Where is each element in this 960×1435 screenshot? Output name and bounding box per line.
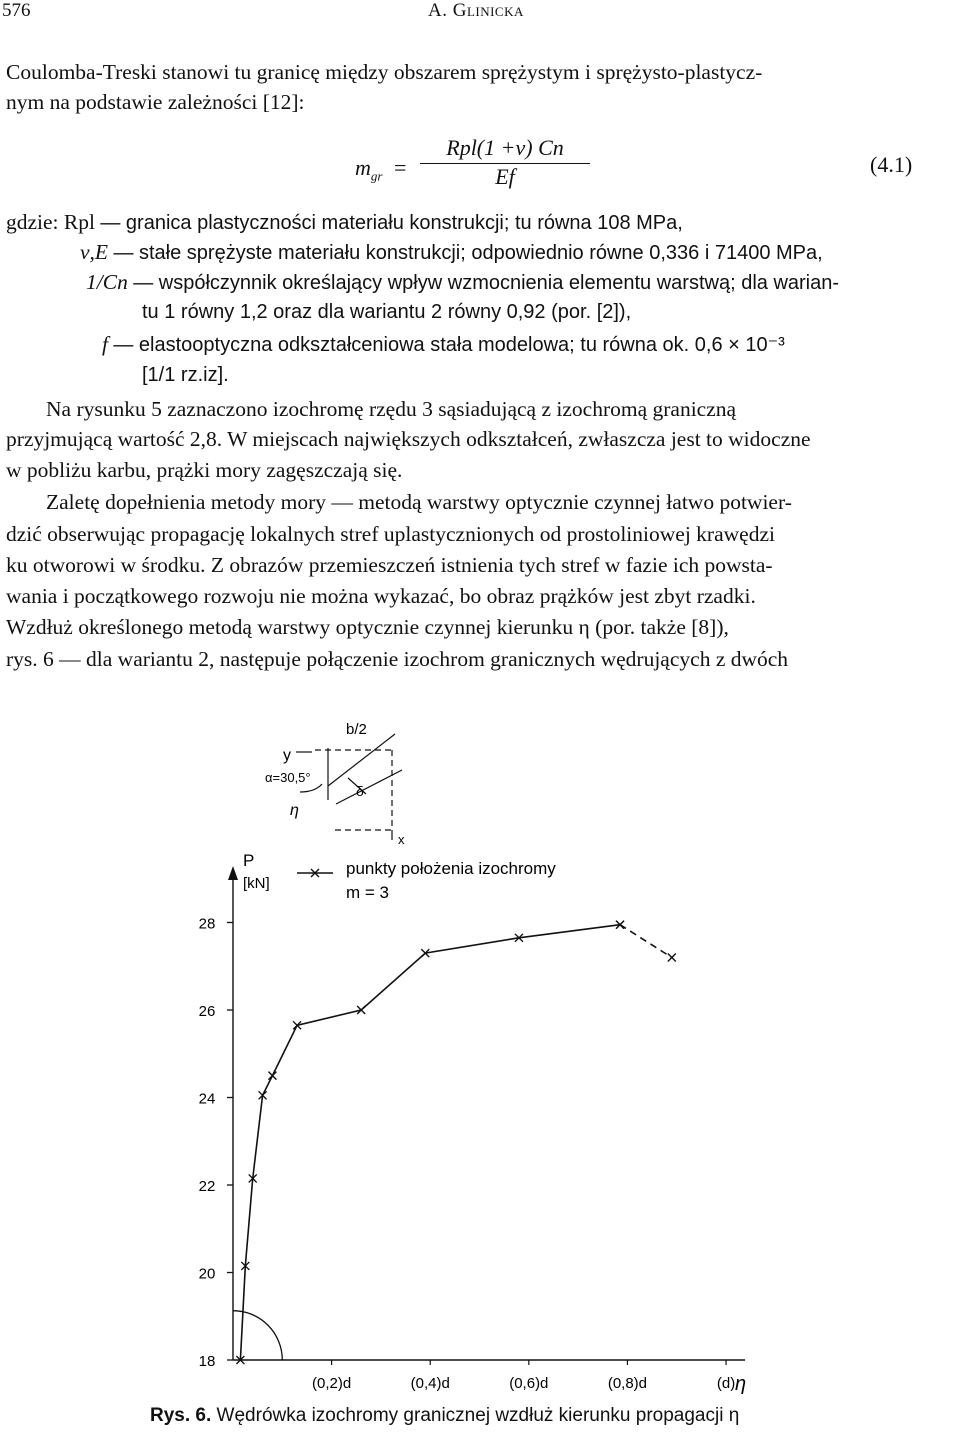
- x-ticks: [312, 1360, 735, 1392]
- inset-eta-label: η: [290, 802, 299, 819]
- y-axis-arrow: [228, 866, 238, 880]
- y-axis-unit: [kN]: [243, 875, 270, 892]
- inset-alpha-label: α=30,5°: [265, 770, 311, 785]
- x-tick-label: (d): [716, 1375, 736, 1392]
- definition-cn: 1/Cn — współczynnik określający wpływ wzmocnienia elementu warstwą; dla warian-: [86, 270, 840, 294]
- chart-legend: [297, 859, 556, 902]
- definition-cn-cont: tu 1 równy 1,2 oraz dla wariantu 2 równy 0,92 (por. [2]),: [142, 301, 632, 323]
- paragraph-2-line-1: Zaletę dopełnienia metody mory — metodą warstwy optycznie czynnej łatwo potwier-: [46, 490, 792, 514]
- figure-caption: Rys. 6. Wędrówka izochromy granicznej wzdłuż kierunku propagacji η: [150, 1405, 740, 1426]
- data-point-marker: [268, 1072, 276, 1080]
- inset-diagonal-2: [336, 770, 402, 804]
- x-tick-label: (0,8)d: [607, 1375, 648, 1392]
- x-tick-label: (0,4)d: [410, 1375, 450, 1392]
- page-number: 576: [2, 0, 31, 21]
- paragraph-2-line-3: ku otworowi w środku. Z obrazów przemieszczeń istnienia tych stref w fazie ich powsta-: [6, 553, 773, 577]
- x-tick-label: (0,6)d: [509, 1375, 549, 1392]
- y-axis-label: P: [243, 851, 255, 870]
- plot-area: [233, 921, 676, 1364]
- y-tick-label: 20: [198, 1265, 216, 1283]
- equation-lhs: $m_{gr}$ =: [355, 155, 407, 184]
- y-tick-label: 24: [198, 1090, 216, 1108]
- inset-sketch: [296, 734, 402, 840]
- legend-text-1: punkty położenia izochromy: [346, 859, 556, 878]
- series-line-1: [240, 925, 620, 1360]
- legend-text-2: m = 3: [346, 883, 389, 902]
- y-tick-label: 22: [198, 1178, 216, 1195]
- paragraph-2-line-2: dzić obserwując propagację lokalnych stref uplastycznionych od prostoliniowej krawędzi: [6, 522, 775, 546]
- equation-fraction: [420, 135, 590, 190]
- definition-f: f — elastooptyczna odkształceniowa stała modelowa; tu równa ok. 0,6 × 10⁻³: [102, 332, 785, 356]
- inset-eta-arrow: [300, 784, 322, 792]
- inset-delta-label: δ: [356, 783, 364, 799]
- paragraph-2-line-6: rys. 6 — dla wariantu 2, następuje połączenie izochrom granicznych wędrujących z dwóch: [6, 647, 789, 671]
- equation-denominator: Ef: [495, 164, 515, 189]
- x-tick-label: (0,2)d: [312, 1375, 352, 1392]
- y-tick-label: 28: [198, 915, 216, 933]
- paragraph-1-line-1: Na rysunku 5 zaznaczono izochromę rzędu 3 sąsiadującą z izochromą graniczną: [46, 397, 737, 421]
- inset-y-label: y: [283, 747, 291, 764]
- inset-x-label: x: [398, 832, 405, 847]
- equation-number: (4.1): [870, 152, 913, 177]
- intro-line-2: nym na podstawie zależności [12]:: [6, 90, 305, 114]
- paragraph-2-line-5: Wzdłuż określonego metodą warstwy optycznie czynnej kierunku η (por. także [8]),: [6, 615, 729, 639]
- x-axis-label: η: [735, 1373, 747, 1395]
- y-tick-label: 26: [198, 1003, 216, 1020]
- intro-line-1: Coulomba-Treski stanowi tu granicę między obszarem sprężystym i sprężysto-plastycz-: [6, 60, 763, 84]
- definition-nu-e: ν,E — stałe sprężyste materiału konstrukcji; odpowiednio równe 0,336 i 71400 MPa,: [80, 240, 823, 264]
- data-point-marker: [668, 954, 676, 962]
- definition-rpl: gdzie: Rpl — granica plastyczności materiału konstrukcji; tu równa 108 MPa,: [6, 210, 683, 234]
- inset-b2-label: b/2: [346, 721, 367, 738]
- paragraph-1-line-2: przyjmującą wartość 2,8. W miejscach największych odkształceń, zwłaszcza jest to widoczne: [6, 427, 811, 451]
- paragraph-2-line-4: wania i początkowego rozwoju nie można wykazać, bo obraz prążków jest zbyt rzadki.: [6, 584, 756, 608]
- paragraph-1-line-3: w pobliżu karbu, prążki mory zagęszczają się.: [6, 458, 403, 482]
- y-tick-label: 18: [198, 1353, 216, 1370]
- equation-numerator: Rpl(1 +ν) Cn: [420, 135, 590, 164]
- y-ticks: [199, 916, 233, 1371]
- definition-f-cont: [1/1 rz.iz].: [142, 364, 229, 386]
- figure-6: [0, 700, 960, 1400]
- running-author: A. Glinicka: [428, 0, 524, 21]
- series-line-2: [620, 925, 672, 958]
